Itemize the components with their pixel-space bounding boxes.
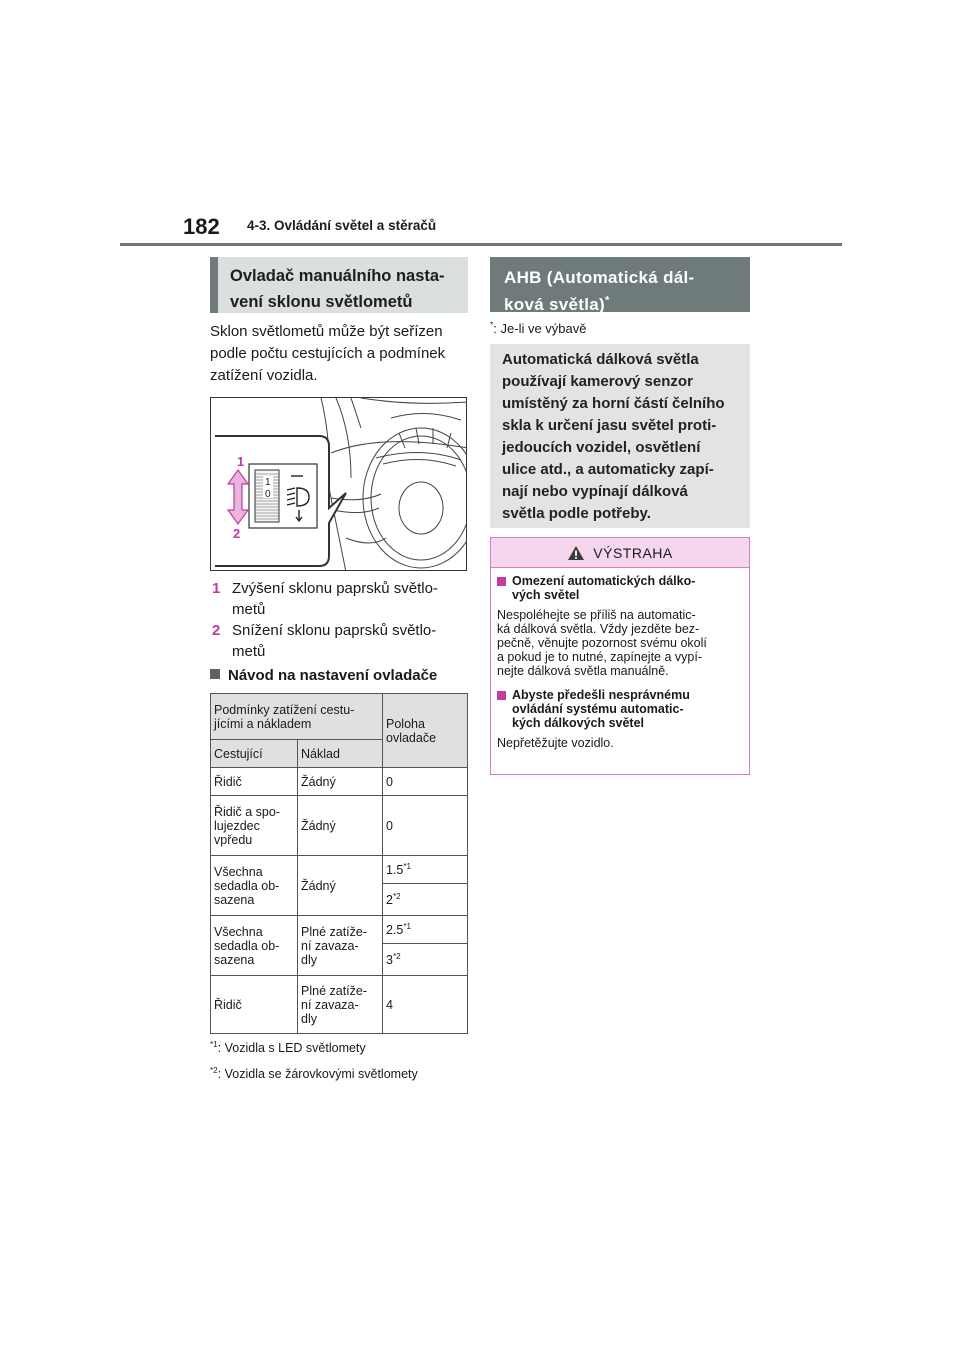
position-value: 2.5 xyxy=(386,922,404,937)
warning-header xyxy=(491,538,749,568)
info-line: ulice atd., a automaticky zapí- xyxy=(502,461,714,478)
table-row xyxy=(211,916,468,944)
header-conditions-line-1: Podmínky zatížení cestu- xyxy=(214,702,355,717)
cell-line: Všechna xyxy=(214,864,263,879)
guide-heading xyxy=(210,667,437,684)
cell-position xyxy=(383,884,468,916)
warning-line: a pokud je to nutné, zapínejte a vypí- xyxy=(497,650,702,664)
position-value: 1.5 xyxy=(386,862,404,877)
position-value: 3 xyxy=(386,952,393,967)
footnote-mark: *2 xyxy=(392,891,401,901)
guide-heading-text: Návod na nastavení ovladače xyxy=(228,667,438,684)
cell-position xyxy=(383,944,468,976)
list-item xyxy=(212,620,474,662)
cell-position: 0 xyxy=(383,768,468,796)
bullet-square-icon xyxy=(497,577,506,586)
cell-line: dly xyxy=(301,1011,317,1026)
item-text-line-1: Snížení sklonu paprsků světlo- xyxy=(232,622,437,639)
info-line: jedoucích vozidel, osvětlení xyxy=(502,439,701,456)
warning-subheading xyxy=(497,688,743,730)
position-value: 2 xyxy=(386,892,393,907)
note-text: : Je-li ve výbavě xyxy=(493,321,587,336)
ahb-footnote-mark: * xyxy=(604,294,610,307)
ahb-info-box xyxy=(490,344,750,528)
header-position-line-1: Poloha xyxy=(386,716,425,731)
header-passengers: Cestující xyxy=(211,740,298,768)
leveling-dial-illustration xyxy=(210,397,467,571)
table-row xyxy=(211,856,468,884)
warning-line: nejte dálková světla manuálně. xyxy=(497,664,669,678)
intro-line-1: Sklon světlometů může být seřízen xyxy=(210,323,443,340)
cell-passengers: Řidič xyxy=(211,768,298,796)
note-mark: * xyxy=(490,319,494,330)
warning-text: Nepřetěžujte vozidlo. xyxy=(497,736,614,750)
info-line: umístěný za horní částí čelního xyxy=(502,395,725,412)
section-title: 4-3. Ovládání světel a stěračů xyxy=(247,218,437,233)
dial-mark-0: 0 xyxy=(265,489,271,500)
equipment-note xyxy=(490,321,587,336)
subheading-line: Abyste předešli nesprávnému xyxy=(512,688,690,702)
cell-passengers xyxy=(211,916,298,976)
item-number: 2 xyxy=(212,622,221,639)
ahb-title xyxy=(490,257,750,312)
cell-line: Plné zatíže- xyxy=(301,983,368,998)
header-position-line-2: ovladače xyxy=(386,730,437,745)
cell-cargo xyxy=(298,916,383,976)
cell-line: ní zavaza- xyxy=(301,997,359,1012)
ahb-title-line-2: ková světla) xyxy=(504,295,605,314)
cell-cargo: Žádný xyxy=(298,856,383,916)
cell-line: Řidič a spo- xyxy=(214,804,280,819)
warning-title: VÝSTRAHA xyxy=(593,544,673,561)
cell-line: sedadla ob- xyxy=(214,938,280,953)
footnote-mark: *2 xyxy=(210,1065,218,1075)
cell-cargo: Žádný xyxy=(298,796,383,856)
adjustment-table xyxy=(210,693,468,1034)
ahb-title-line-1: AHB (Automatická dál- xyxy=(504,268,695,287)
title-line-1: Ovladač manuálního nasta- xyxy=(230,267,445,285)
cell-line: vpředu xyxy=(214,832,253,847)
warning-subheading xyxy=(497,574,743,602)
info-line: světla podle potřeby. xyxy=(502,505,651,522)
warning-body xyxy=(491,568,749,764)
footnote-text: : Vozidla s LED světlomety xyxy=(217,1041,366,1055)
warning-text xyxy=(497,608,743,678)
item-text-line-2: metů xyxy=(232,643,266,660)
footnote-mark: *2 xyxy=(392,951,401,961)
header-conditions xyxy=(211,694,383,740)
bullet-square-icon xyxy=(497,691,506,700)
footnote-mark: *1 xyxy=(403,921,412,931)
warning-line: Nespoléhejte se příliš na automatic- xyxy=(497,608,696,622)
cell-line: sazena xyxy=(214,952,255,967)
cell-line: ní zavaza- xyxy=(301,938,359,953)
info-line: skla k určení jasu světel proti- xyxy=(502,417,717,434)
info-line: nají nebo vypínají dálková xyxy=(502,483,688,500)
dial-mark-1: 1 xyxy=(265,477,271,488)
warning-line: pečně, věnujte pozornost svému okolí xyxy=(497,636,707,650)
header-rule xyxy=(120,243,842,246)
warning-triangle-icon xyxy=(567,545,585,561)
table-row xyxy=(211,796,468,856)
header-conditions-line-2: jícími a nákladem xyxy=(214,716,312,731)
cell-passengers xyxy=(211,796,298,856)
footnote-text: : Vozidla se žárovkovými světlomety xyxy=(217,1067,418,1081)
footnote-1 xyxy=(210,1041,366,1055)
dashboard-drawing xyxy=(211,398,467,571)
list-item xyxy=(212,578,474,620)
subheading-line: ovládání systému automatic- xyxy=(512,702,684,716)
cell-passengers: Řidič xyxy=(211,976,298,1034)
footnote-2 xyxy=(210,1067,418,1081)
cell-cargo xyxy=(298,976,383,1034)
item-number: 1 xyxy=(212,580,221,597)
cell-position xyxy=(383,916,468,944)
label-1: 1 xyxy=(237,454,245,469)
bullet-square-icon xyxy=(210,669,220,679)
cell-line: dly xyxy=(301,952,317,967)
header-position xyxy=(383,694,468,768)
info-line: Automatická dálková světla xyxy=(502,351,699,368)
item-text-line-1: Zvýšení sklonu paprsků světlo- xyxy=(232,580,438,597)
cell-position xyxy=(383,856,468,884)
table-row xyxy=(211,976,468,1034)
cell-line: Všechna xyxy=(214,924,263,939)
intro-line-2: podle počtu cestujících a podmínek xyxy=(210,345,446,362)
footnote-mark: *1 xyxy=(210,1039,218,1049)
warning-box xyxy=(490,537,750,775)
cell-passengers xyxy=(211,856,298,916)
footnote-mark: *1 xyxy=(403,861,412,871)
subheading-line: kých dálkových světel xyxy=(512,716,645,730)
intro-paragraph xyxy=(210,321,472,387)
cell-line: sazena xyxy=(214,892,255,907)
label-2: 2 xyxy=(233,526,241,541)
cell-line: Plné zatíže- xyxy=(301,924,368,939)
page-number: 182 xyxy=(183,214,220,239)
subheading-line: vých světel xyxy=(512,588,580,602)
headlight-leveling-title xyxy=(210,257,468,313)
header-cargo: Náklad xyxy=(298,740,383,768)
cell-line: lujezdec xyxy=(214,818,260,833)
subheading-line: Omezení automatických dálko- xyxy=(512,574,696,588)
title-line-2: vení sklonu světlometů xyxy=(230,293,413,311)
cell-position: 0 xyxy=(383,796,468,856)
cell-cargo: Žádný xyxy=(298,768,383,796)
cell-position: 4 xyxy=(383,976,468,1034)
item-text-line-2: metů xyxy=(232,601,266,618)
table-row xyxy=(211,768,468,796)
warning-line: ká dálková světla. Vždy jezděte bez- xyxy=(497,622,700,636)
intro-line-3: zatížení vozidla. xyxy=(210,367,318,384)
info-line: používají kamerový senzor xyxy=(502,373,693,390)
cell-line: sedadla ob- xyxy=(214,878,280,893)
